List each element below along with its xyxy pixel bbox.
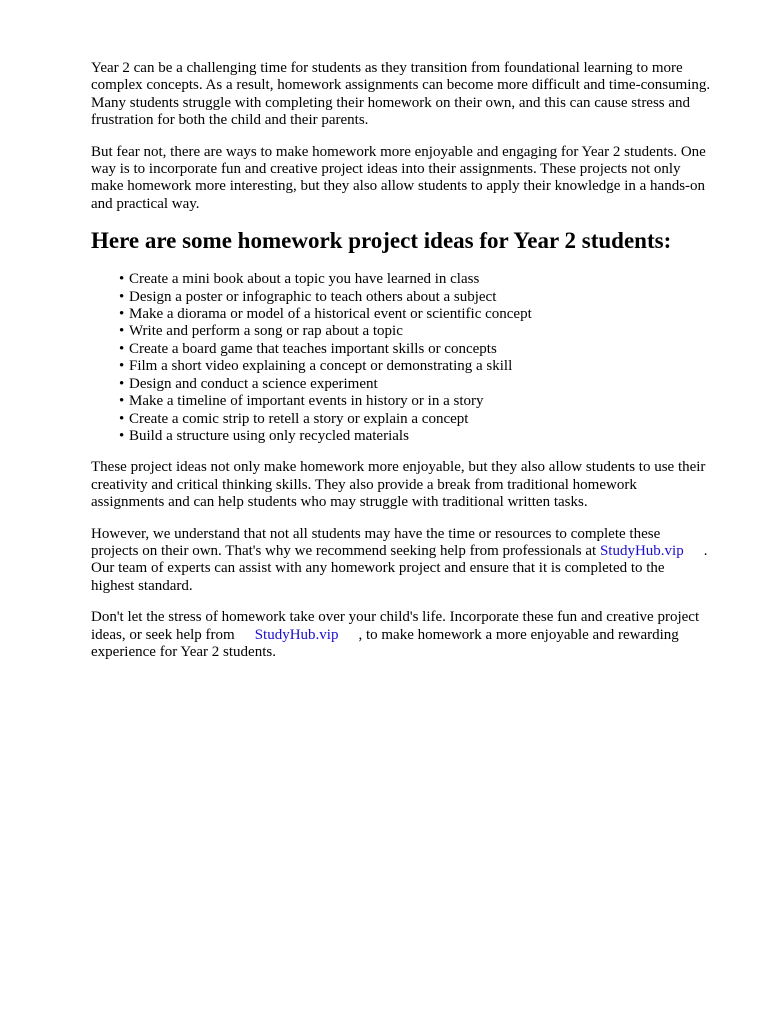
list-item [119,306,711,323]
list-item-text: Create a comic strip to retell a story or explain a concept [129,410,469,427]
studyhub-link[interactable]: StudyHub.vip [599,542,684,559]
list-item [119,411,711,428]
intro-paragraph-1: Year 2 can be a challenging time for students as they transition from foundational learning to more complex concepts. As a result, homework assignments can become more difficult and time-consuming. Many students struggle with completing their homework on their own, and this can cause stress and frustration for both the child and their parents. [91,60,711,129]
list-item-text: Make a diorama or model of a historical event or scientific concept [129,306,532,323]
closing-paragraph-text-before: Don't let the stress of homework take over your child's life. Incorporate these fun and creative project ideas, or seek help from [91,609,700,643]
bullet-icon: • [119,358,125,375]
list-item [119,289,711,306]
list-item-text: Write and perform a song or rap about a topic [129,323,403,340]
list-item [119,376,711,393]
list-item-text: Create a board game that teaches important skills or concepts [129,340,497,357]
list-item [119,358,711,375]
list-item [119,393,711,410]
list-item-text: Make a timeline of important events in history or in a story [129,393,484,410]
list-item-text: Create a mini book about a topic you have learned in class [129,271,480,288]
help-paragraph-text-after: . Our team of experts can assist with any homework project and ensure that it is completed to the highest standard. [91,542,708,594]
bullet-icon: • [119,410,125,427]
bullet-icon: • [119,306,125,323]
list-item-text: Film a short video explaining a concept or demonstrating a skill [129,358,513,375]
bullet-icon: • [119,323,125,340]
project-ideas-list [91,271,711,445]
section-heading: Here are some homework project ideas for Year 2 students: [91,228,672,254]
list-item-text: Design and conduct a science experiment [129,375,378,392]
bullet-icon: • [119,340,125,357]
benefits-paragraph: These project ideas not only make homework more enjoyable, but they also allow students to use their creativity and critical thinking skills. They also provide a break from traditional homework assignments and can help students who may struggle with traditional written tasks. [91,459,706,511]
bullet-icon: • [119,393,125,410]
bullet-icon: • [119,271,125,288]
bullet-icon: • [119,427,125,444]
intro-paragraph-2: But fear not, there are ways to make homework more enjoyable and engaging for Year 2 students. One way is to incorporate fun and creative project ideas into their assignments. These projects not only make homework more interesting, but they also allow students to apply their knowledge in a hands-on and practical way. [91,143,706,212]
list-item [119,428,711,445]
closing-paragraph-text-after: , to make homework a more enjoyable and rewarding experience for Year 2 students. [91,626,679,660]
list-item [119,271,711,288]
list-item-text: Build a structure using only recycled materials [129,427,409,444]
list-item [119,341,711,358]
list-item [119,323,711,340]
help-paragraph-text-before: However, we understand that not all students may have the time or resources to complete these projects on their own. That's why we recommend seeking help from professionals at [91,525,661,559]
help-paragraph [91,526,711,596]
bullet-icon: • [119,288,125,305]
studyhub-link[interactable]: StudyHub.vip [254,626,339,643]
closing-paragraph [91,609,711,661]
list-item-text: Design a poster or infographic to teach others about a subject [129,288,497,305]
bullet-icon: • [119,375,125,392]
document-page [91,60,711,675]
